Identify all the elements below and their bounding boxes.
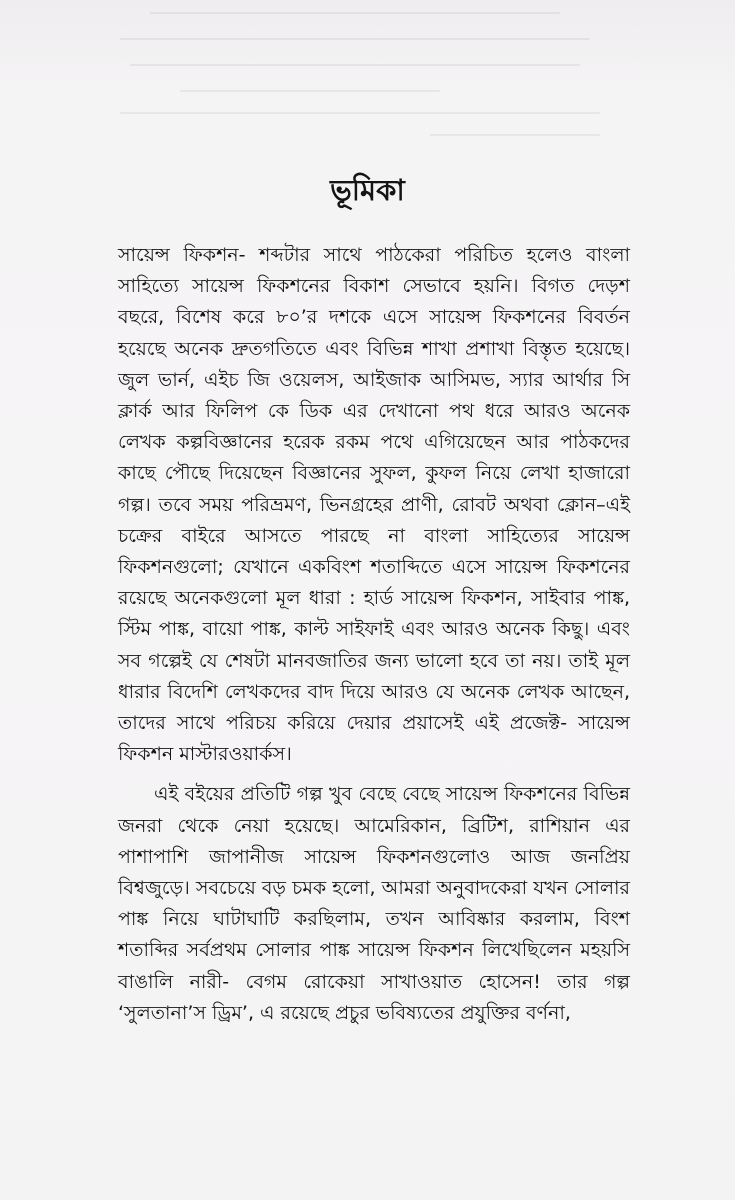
body-text <box>118 240 630 1029</box>
paragraph: এই বইয়ের প্রতিটি গল্প খুব বেছে বেছে সায়েন্স ফিকশনের বিভিন্ন জনরা থেকে নেয়া হয়েছে। আমেরিকান, ব্রিটিশ, রাশিয়ান এর পাশাপাশি জাপানীজ সায়েন্স ফিকশনগুলোও আজ জনপ্রিয় বিশ্বজুড়ে। সবচেয়ে বড় চমক হলো, আমরা অনুবাদকেরা যখন সোলার পাঙ্ক নিয়ে ঘাটাঘাটি করছিলাম, তখন আবিষ্কার করলাম, বিংশ শতাব্দির সর্বপ্রথম সোলার পাঙ্ক সায়েন্স ফিকশন লিখেছিলেন মহয়সি বাঙালি নারী- বেগম রোকেয়া সাখাওয়াত হোসেন! তার গল্প ‘সুলতানা’স ড্রিম’, এ রয়েছে প্রচুর ভবিষ্যতের প্রযুক্তির বর্ণনা, <box>118 783 630 1024</box>
paragraph: সায়েন্স ফিকশন- শব্দটার সাথে পাঠকেরা পরিচিত হলেও বাংলা সাহিত্যে সায়েন্স ফিকশনের বিকাশ সেভাবে হয়নি। বিগত দেড়শ বছরে, বিশেষ করে ৮০’র দশকে এসে সায়েন্স ফিকশনের বিবর্তন হয়েছে অনেক দ্রুতগতিতে এবং বিভিন্ন শাখা প্রশাখা বিস্তৃত হয়েছে। জুল ভার্ন, এইচ জি ওয়েলস, আইজাক আসিমভ, স্যার আর্থার সি ক্লার্ক আর ফিলিপ কে ডিক এর দেখানো পথ ধরে আরও অনেক লেখক কল্পবিজ্ঞানের হরেক রকম পথে এগিয়েছেন আর পাঠকদের কাছে পৌছে দিয়েছেন বিজ্ঞানের সুফল, কুফল নিয়ে লেখা হাজারো গল্প। তবে সময় পরিভ্রমণ, ভিনগ্রহের প্রাণী, রোবট অথবা ক্লোন–এই চক্রের বাইরে আসতে পারছে না বাংলা সাহিত্যের সায়েন্স ফিকশনগুলো; যেখানে একবিংশ শতাব্দিতে এসে সায়েন্স ফিকশনের রয়েছে অনেকগুলো মূল ধারা : হার্ড সায়েন্স ফিকশন, সাইবার পাঙ্ক, স্টিম পাঙ্ক, বায়ো পাঙ্ক, কাল্ট সাইফাই এবং আরও অনেক কিছু। এবং সব গল্পেই যে শেষটা মানবজাতির জন্য ভালো হবে তা নয়। তাই মূল ধারার বিদেশি লেখকদের বাদ দিয়ে আরও যে অনেক লেখক আছেন, তাদের সাথে পরিচয় করিয়ে দেয়ার প্রয়াসেই এই প্রজেক্ট- সায়েন্স ফিকশন মাস্টারওয়ার্কস। <box>118 244 630 766</box>
show-through-text <box>0 0 735 150</box>
page-title: ভূমিকা <box>330 173 405 207</box>
